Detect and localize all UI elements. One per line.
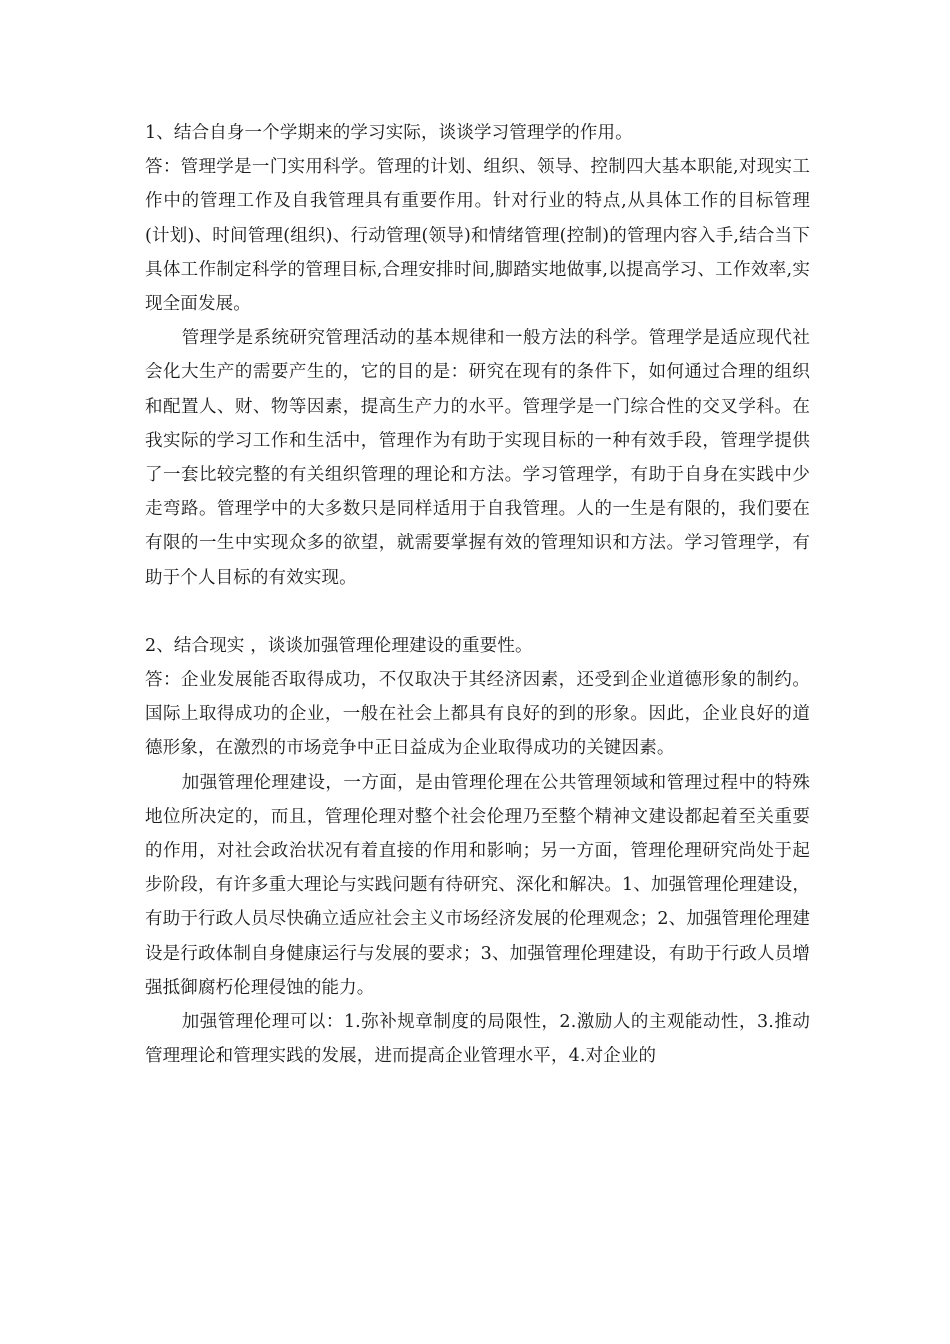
answer-2-paragraph-1: 加强管理伦理建设，一方面，是由管理伦理在公共管理领域和管理过程中的特殊地位所决定的，而且，管理伦理对整个社会伦理乃至整个精神文建设都起着至关重要的作用，对社会政治状况有着直接的作用和影响；另一方面，管理伦理研究尚处于起步阶段，有许多重大理论与实践问题有待研究、深化和解决。1、加强管理伦理建设，有助于行政人员尽快确立适应社会主义市场经济发展的伦理观念；2、加强管理伦理建设是行政体制自身健康运行与发展的要求；3、加强管理伦理建设，有助于行政人员增强抵御腐朽伦理侵蚀的能力。 (145, 772, 810, 998)
section-gap (145, 595, 810, 629)
document-body (145, 116, 810, 1073)
question-2: 2、结合现实 ，谈谈加强管理伦理建设的重要性。 (145, 635, 533, 656)
answer-1-paragraph-1: 管理学是系统研究管理活动的基本规律和一般方法的科学。管理学是适应现代社会化大生产的需要产生的，它的目的是：研究在现有的条件下，如何通过合理的组织和配置人、财、物等因素，提高生产力的水平。管理学是一门综合性的交叉学科。在我实际的学习工作和生活中，管理作为有助于实现目标的一种有效手段，管理学提供了一套比较完整的有关组织管理的理论和方法。学习管理学，有助于自身在实践中少走弯路。管理学中的大多数只是同样适用于自我管理。人的一生是有限的，我们要在有限的一生中实现众多的欲望，就需要掌握有效的管理知识和方法。学习管理学，有助于个人目标的有效实现。 (145, 328, 810, 588)
answer-1-intro: 答：管理学是一门实用科学。管理的计划、组织、领导、控制四大基本职能,对现实工作中的管理工作及自我管理具有重要作用。针对行业的特点,从具体工作的目标管理(计划)、时间管理(组织)、行动管理(领导)和情绪管理(控制)的管理内容入手,结合当下具体工作制定科学的管理目标,合理安排时间,脚踏实地做事,以提高学习、工作效率,实现全面发展。 (145, 157, 810, 315)
question-1: 1、结合自身一个学期来的学习实际，谈谈学习管理学的作用。 (145, 123, 633, 143)
answer-2-intro: 答：企业发展能否取得成功，不仅取决于其经济因素，还受到企业道德形象的制约。国际上取得成功的企业，一般在社会上都具有良好的到的形象。因此，企业良好的道德形象，在激烈的市场竞争中正日益成为企业取得成功的关键因素。 (145, 670, 810, 759)
answer-2-paragraph-2: 加强管理伦理可以：1.弥补规章制度的局限性，2.激励人的主观能动性，3.推动管理理论和管理实践的发展，进而提高企业管理水平，4.对企业的 (145, 1012, 810, 1067)
